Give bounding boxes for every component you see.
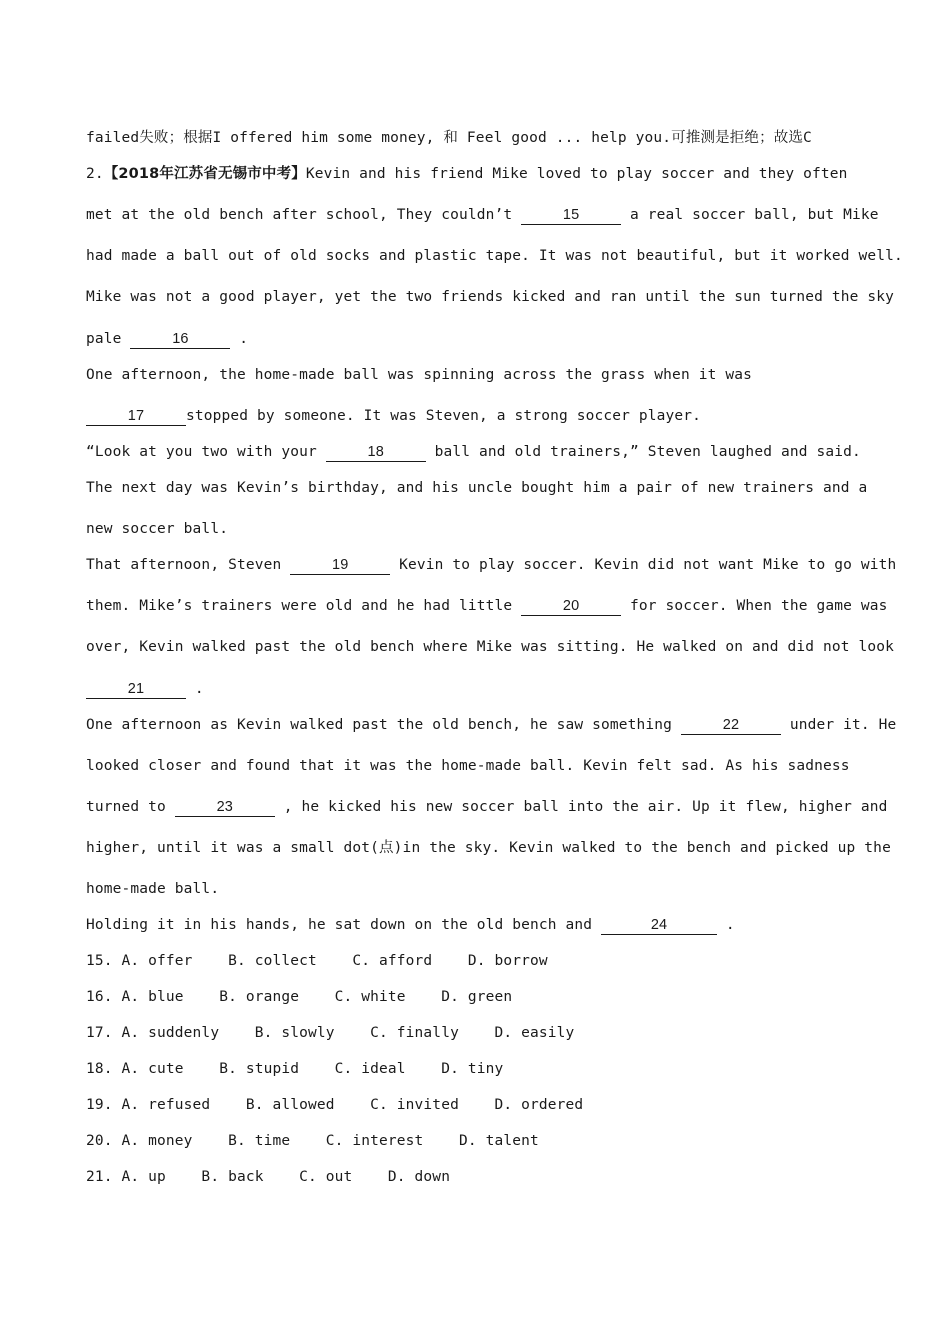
passage-line-12: them. Mike’s trainers were old and he had little 20 for soccer. When the game was xyxy=(86,598,888,614)
blank-24: 24 xyxy=(601,917,717,935)
option-row-20: 20. A. money B. time C. interest D. talent xyxy=(86,1133,539,1149)
passage-line-6: One afternoon, the home-made ball was spinning across the grass when it was xyxy=(86,367,752,383)
blank-18: 18 xyxy=(326,444,426,462)
blank-22: 22 xyxy=(681,717,781,735)
blank-16: 16 xyxy=(130,331,230,349)
passage-line-15: One afternoon as Kevin walked past the old bench, he saw something 22 under it. He xyxy=(86,717,897,733)
option-row-17: 17. A. suddenly B. slowly C. finally D. easily xyxy=(86,1025,575,1041)
passage-line-19: home-made ball. xyxy=(86,881,220,897)
passage-line-9: The next day was Kevin’s birthday, and his uncle bought him a pair of new trainers and a xyxy=(86,480,868,496)
passage-line-2: met at the old bench after school, They couldn’t 15 a real soccer ball, but Mike xyxy=(86,207,879,223)
option-row-18: 18. A. cute B. stupid C. ideal D. tiny xyxy=(86,1061,504,1077)
option-row-21: 21. A. up B. back C. out D. down xyxy=(86,1169,451,1185)
option-row-16: 16. A. blue B. orange C. white D. green xyxy=(86,989,513,1005)
blank-20: 20 xyxy=(521,598,621,616)
passage-line-18: higher, until it was a small dot(点)in the sky. Kevin walked to the bench and picked up the xyxy=(86,840,891,856)
passage-line-16: looked closer and found that it was the home-made ball. Kevin felt sad. As his sadness xyxy=(86,758,850,774)
blank-21: 21 xyxy=(86,681,186,699)
passage-line-5: pale 16 . xyxy=(86,331,249,347)
passage-line-17: turned to 23 , he kicked his new soccer ball into the air. Up it flew, higher and xyxy=(86,799,888,815)
option-row-19: 19. A. refused B. allowed C. invited D. ordered xyxy=(86,1097,584,1113)
passage-line-10: new soccer ball. xyxy=(86,521,229,537)
question-source: 【2018年江苏省无锡市中考】 xyxy=(103,166,306,182)
passage-line-13: over, Kevin walked past the old bench where Mike was sitting. He walked on and did not look xyxy=(86,639,895,655)
passage-line-7: 17 stopped by someone. It was Steven, a strong soccer player. xyxy=(86,406,701,426)
passage-line-11: That afternoon, Steven 19 Kevin to play soccer. Kevin did not want Mike to go with xyxy=(86,557,897,573)
passage-line-8: “Look at you two with your 18 ball and old trainers,” Steven laughed and said. xyxy=(86,444,861,460)
intro-explanation-line: failed失败；根据I offered him some money, 和 Feel good ... help you.可推测是拒绝；故选C xyxy=(86,130,812,146)
blank-19: 19 xyxy=(290,557,390,575)
passage-line-20: Holding it in his hands, he sat down on the old bench and 24 . xyxy=(86,917,735,933)
passage-line-4: Mike was not a good player, yet the two friends kicked and ran until the sun turned the sky xyxy=(86,289,895,305)
blank-15: 15 xyxy=(521,207,621,225)
passage-line-14: 21 . xyxy=(86,679,204,699)
option-row-15: 15. A. offer B. collect C. afford D. borrow xyxy=(86,953,548,969)
passage-line-3: had made a ball out of old socks and plastic tape. It was not beautiful, but it worked well. xyxy=(86,248,903,264)
question-number: 2. xyxy=(86,166,104,182)
blank-17: 17 xyxy=(86,408,186,426)
question-line-1: 2.【2018年江苏省无锡市中考】Kevin and his friend Mike loved to play soccer and they often xyxy=(86,166,848,182)
blank-23: 23 xyxy=(175,799,275,817)
